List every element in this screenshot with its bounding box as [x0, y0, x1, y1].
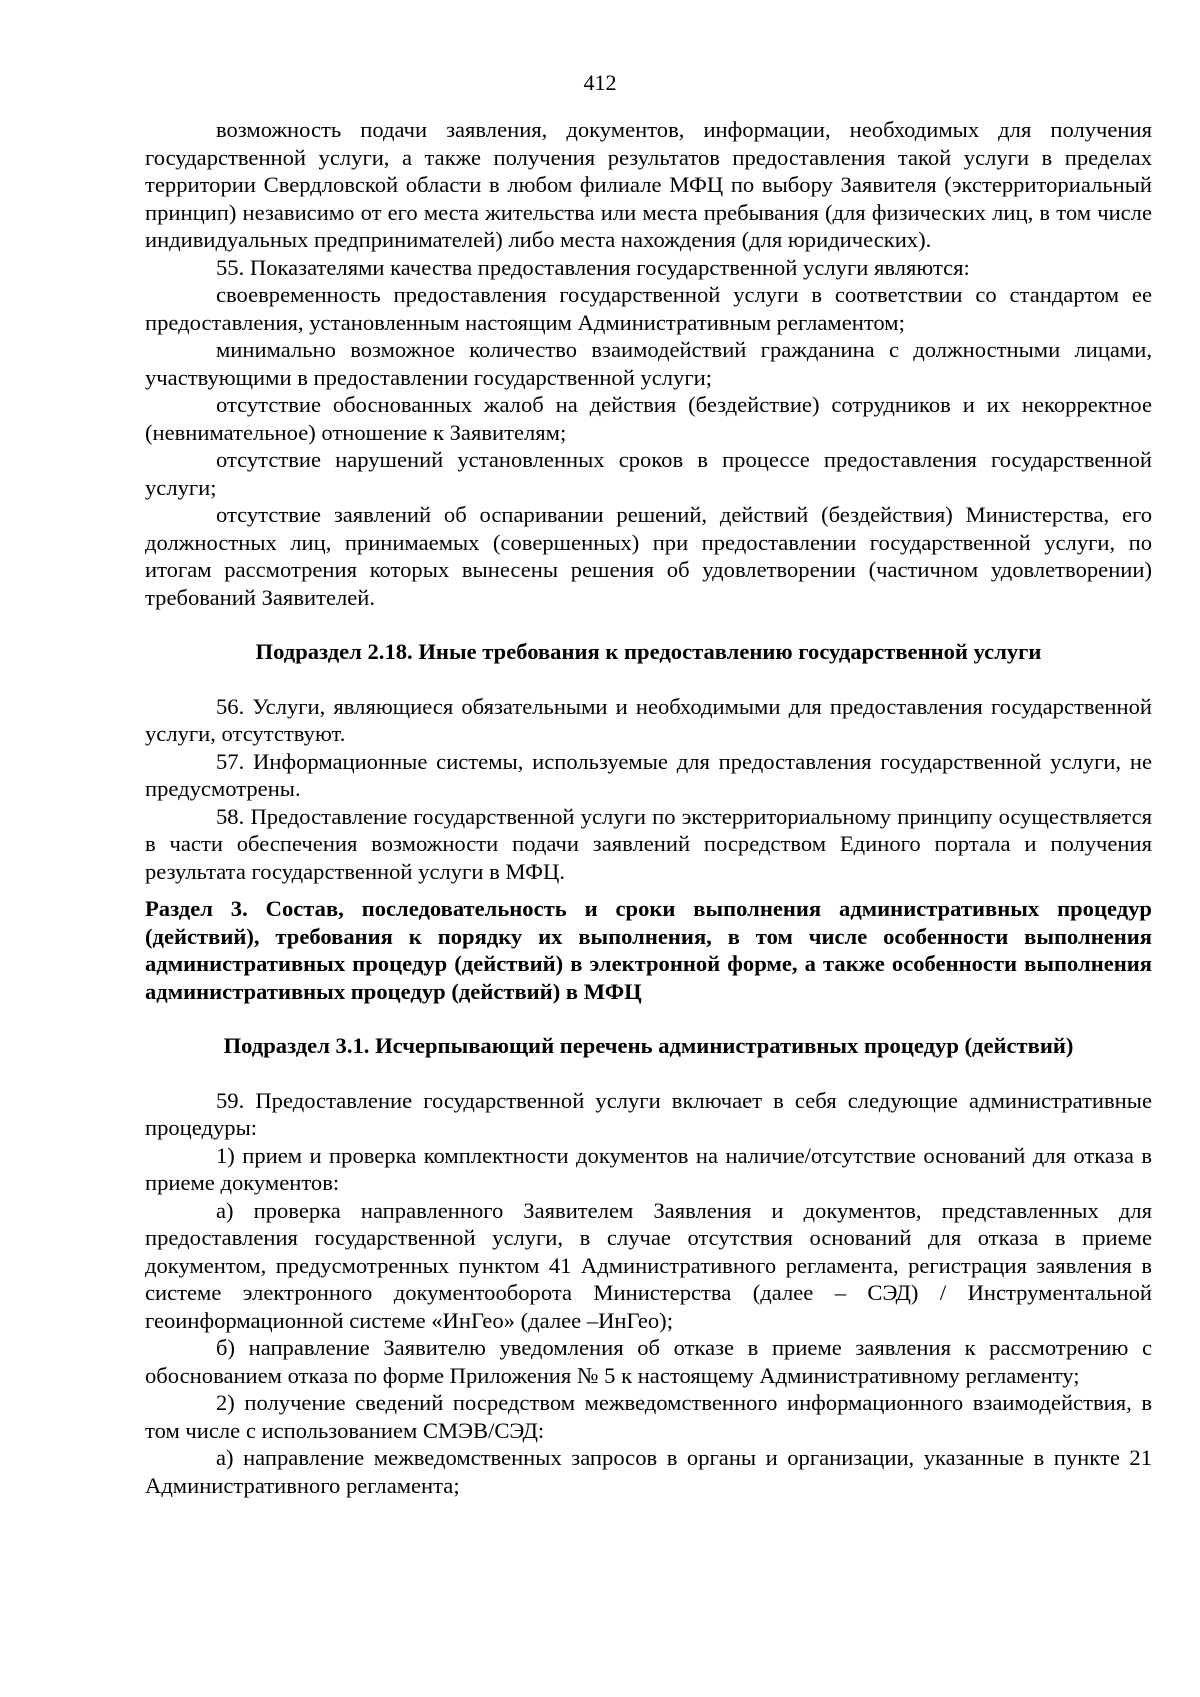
paragraph-58: 58. Предоставление государственной услуги по экстерриториальному принципу осуществляется в части обеспечения возможности подачи заявлений посредством Единого портала и получения результата государственной услуги в МФЦ.: [145, 803, 1152, 884]
paragraph-56: 56. Услуги, являющиеся обязательными и необходимыми для предоставления государственной услуги, отсутствуют.: [145, 693, 1152, 746]
paragraph-59-item-1: 1) прием и проверка комплектности документов на наличие/отсутствие оснований для отказа в приеме документов:: [145, 1142, 1152, 1195]
section-heading-3: Раздел 3. Состав, последовательность и сроки выполнения административных процедур (действий), требования к порядку их выполнения, в том числе особенности выполнения административных процедур (действий) в электронной форме, а также особенности выполнения административных процедур (действий) в МФЦ: [145, 896, 1152, 1004]
paragraph-intro: возможность подачи заявления, документов, информации, необходимых для получения государственной услуги, а также получения результатов предоставления такой услуги в пределах территории Свердловской области в любом филиале МФЦ по выбору Заявителя (экстерриториальный принцип) независимо от его места жительства или места пребывания (для физических лиц, в том числе индивидуальных предпринимателей) либо места нахождения (для юридических).: [145, 117, 1152, 252]
paragraph-55-item: своевременность предоставления государственной услуги в соответствии со стандартом ее предоставления, установленным настоящим Административным регламентом;: [145, 282, 1152, 335]
paragraph-59-item-1b: б) направление Заявителю уведомления об отказе в приеме заявления к рассмотрению с обоснованием отказа по форме Приложения № 5 к настоящему Административному регламенту;: [145, 1335, 1152, 1388]
page-number: 412: [583, 70, 617, 95]
paragraph-59-item-1a: а) проверка направленного Заявителем Заявления и документов, представленных для предоставления государственной услуги, в случае отсутствия оснований для отказа в приеме документом, предусмотренных пунктом 41 Административного регламента, регистрация заявления в системе электронного документооборота Министерства (далее – СЭД) / Инструментальной геоинформационной системе «ИнГео» (далее –ИнГео);: [145, 1197, 1152, 1333]
paragraph-55-item: отсутствие нарушений установленных сроков в процессе предоставления государственной услуги;: [145, 447, 1152, 500]
paragraph-57: 57. Информационные системы, используемые для предоставления государственной услуги, не предусмотрены.: [145, 748, 1152, 801]
paragraph-55-item: минимально возможное количество взаимодействий гражданина с должностными лицами, участвующими в предоставлении государственной услуги;: [145, 337, 1152, 390]
document-body: [145, 116, 1152, 1499]
paragraph-59: 59. Предоставление государственной услуги включает в себя следующие административные процедуры:: [145, 1087, 1152, 1140]
subsection-heading-2-18: Подраздел 2.18. Иные требования к предоставлению государственной услуги: [255, 639, 1042, 664]
paragraph-55-item: отсутствие заявлений об оспаривании решений, действий (бездействия) Министерства, его должностных лиц, принимаемых (совершенных) при предоставлении государственной услуги, по итогам рассмотрения которых вынесены решения об удовлетворении (частичном удовлетворении) требований Заявителей.: [145, 502, 1152, 610]
subsection-heading-3-1: Подраздел 3.1. Исчерпывающий перечень административных процедур (действий): [223, 1033, 1074, 1058]
paragraph-55: 55. Показателями качества предоставления государственной услуги являются:: [216, 254, 970, 280]
paragraph-59-item-2a: а) направление межведомственных запросов в органы и организации, указанные в пункте 21 Административного регламента;: [145, 1445, 1152, 1498]
paragraph-55-item: отсутствие обоснованных жалоб на действия (бездействие) сотрудников и их некорректное (невнимательное) отношение к Заявителям;: [145, 392, 1152, 445]
paragraph-59-item-2: 2) получение сведений посредством межведомственного информационного взаимодействия, в том числе с использованием СМЭВ/СЭД:: [145, 1390, 1152, 1443]
